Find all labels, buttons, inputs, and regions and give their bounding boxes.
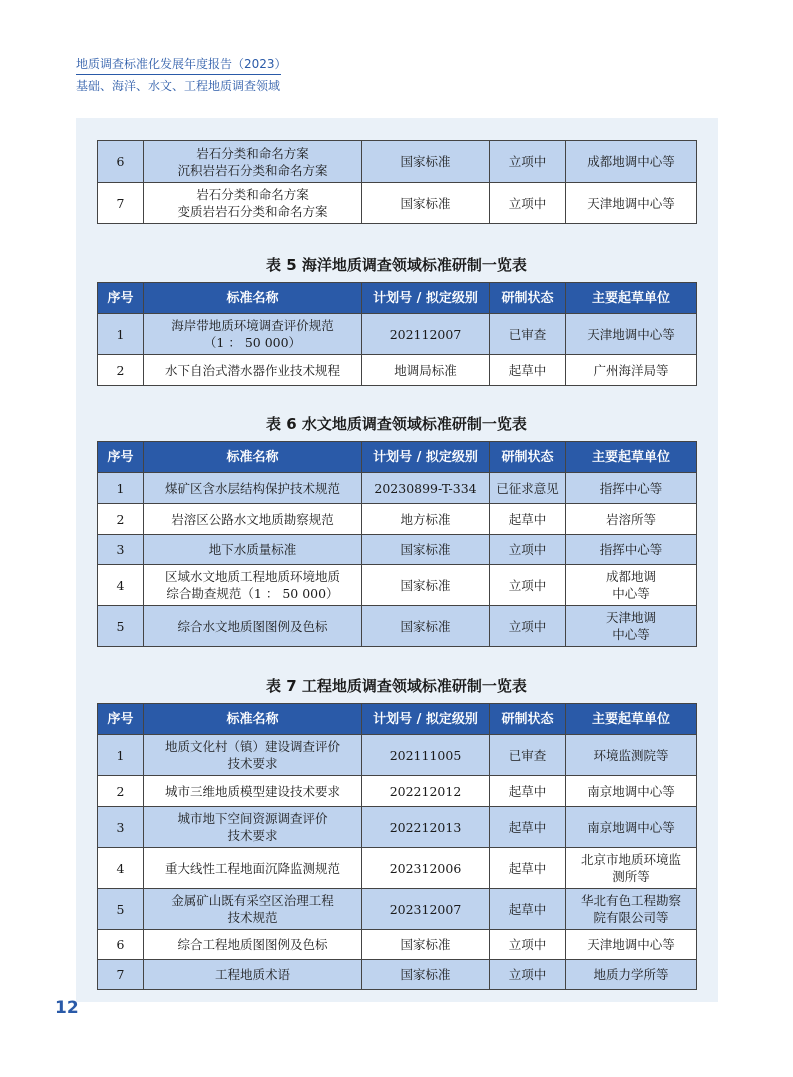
page-number: 12 [55, 998, 79, 1018]
cell-drafting-unit-line: 指挥中心等 [599, 480, 663, 496]
cell-standard-name-line: 岩溶区公路水文地质勘察规范 [171, 511, 334, 527]
cell-plan-level: 地方标准 [362, 504, 490, 535]
column-header: 研制状态 [490, 704, 566, 735]
table-row [98, 473, 697, 504]
cell-plan-level: 202111005 [362, 735, 490, 776]
cell-standard-name [144, 314, 362, 355]
column-header: 主要起草单位 [566, 442, 697, 473]
cell-status: 起草中 [490, 504, 566, 535]
table-5-caption: 表 5 海洋地质调查领域标准研制一览表 [266, 256, 527, 274]
table-header-row [98, 442, 697, 473]
report-title: 地质调查标准化发展年度报告（2023） [76, 57, 287, 71]
cell-drafting-unit [566, 535, 697, 565]
table-row [98, 355, 697, 386]
cell-drafting-unit-line: 北京市地质环境监 [580, 852, 681, 867]
cell-drafting-unit-line: 南京地调中心等 [587, 819, 675, 835]
cell-standard-name-line: 金属矿山既有采空区治理工程 [171, 893, 334, 908]
cell-standard-name-line: 水下自治式潜水器作业技术规程 [164, 362, 340, 378]
cell-number: 2 [98, 504, 144, 535]
cell-standard-name-line: 煤矿区含水层结构保护技术规范 [164, 480, 340, 496]
cell-plan-level: 202212013 [362, 807, 490, 848]
cell-drafting-unit-line: 天津地调中心等 [587, 326, 675, 342]
column-header: 主要起草单位 [566, 283, 697, 314]
cell-drafting-unit-line: 天津地调 [605, 610, 656, 625]
cell-drafting-unit [566, 848, 697, 889]
cell-standard-name [144, 807, 362, 848]
cell-drafting-unit-line: 院有限公司等 [593, 910, 669, 925]
cell-standard-name-line: 工程地质术语 [214, 967, 290, 982]
cell-number: 1 [98, 314, 144, 355]
cell-standard-name-line: 沉积岩岩石分类和命名方案 [177, 162, 328, 178]
cell-standard-name-line: 区域水文地质工程地质环境地质 [164, 569, 340, 584]
cell-status: 已征求意见 [490, 473, 566, 504]
cell-standard-name-line: 城市三维地质模型建设技术要求 [164, 783, 340, 799]
cell-status: 立项中 [490, 141, 566, 183]
cell-standard-name [144, 183, 362, 224]
cell-standard-name-line: 岩石分类和命名方案 [196, 145, 309, 161]
cell-number: 1 [98, 473, 144, 504]
table-row [98, 889, 697, 930]
cell-drafting-unit-line: 中心等 [612, 586, 650, 601]
table-row [98, 535, 697, 565]
column-header: 计划号 / 拟定级别 [362, 442, 490, 473]
cell-drafting-unit-line: 天津地调中心等 [587, 195, 675, 211]
cell-drafting-unit-line: 中心等 [612, 627, 650, 642]
column-header: 研制状态 [490, 283, 566, 314]
cell-drafting-unit [566, 960, 697, 990]
cell-drafting-unit-line: 南京地调中心等 [587, 783, 675, 799]
table-header-row [98, 704, 697, 735]
cell-number: 1 [98, 735, 144, 776]
cell-drafting-unit [566, 355, 697, 386]
table-header-row [98, 283, 697, 314]
cell-drafting-unit-line: 广州海洋局等 [593, 362, 669, 378]
column-header: 计划号 / 拟定级别 [362, 704, 490, 735]
cell-drafting-unit [566, 930, 697, 960]
cell-number: 6 [98, 141, 144, 183]
column-header: 标准名称 [144, 704, 362, 735]
cell-status: 立项中 [490, 960, 566, 990]
cell-standard-name [144, 141, 362, 183]
table-row [98, 776, 697, 807]
table-row [98, 848, 697, 889]
cell-drafting-unit [566, 735, 697, 776]
cell-plan-level: 国家标准 [362, 930, 490, 960]
cell-standard-name [144, 889, 362, 930]
cell-number: 7 [98, 960, 144, 990]
cell-standard-name [144, 776, 362, 807]
table-row [98, 735, 697, 776]
cell-standard-name [144, 930, 362, 960]
cell-number: 7 [98, 183, 144, 224]
cell-drafting-unit [566, 565, 697, 606]
cell-plan-level: 国家标准 [362, 183, 490, 224]
table-6 [97, 441, 697, 647]
cell-status: 立项中 [490, 183, 566, 224]
cell-standard-name-line: 地下水质量标准 [208, 542, 297, 557]
cell-plan-level: 202312007 [362, 889, 490, 930]
cell-number: 6 [98, 930, 144, 960]
cell-standard-name [144, 355, 362, 386]
cell-plan-level: 国家标准 [362, 141, 490, 183]
cell-number: 4 [98, 565, 144, 606]
table-5 [97, 282, 697, 386]
cell-status: 起草中 [490, 776, 566, 807]
cell-standard-name-line: 地质文化村（镇）建设调查评价 [164, 739, 340, 754]
table-row [98, 606, 697, 647]
cell-number: 2 [98, 776, 144, 807]
cell-drafting-unit-line: 环境监测院等 [593, 747, 669, 763]
cell-plan-level: 20230899-T-334 [362, 473, 490, 504]
cell-plan-level: 202112007 [362, 314, 490, 355]
table-row [98, 565, 697, 606]
cell-plan-level: 国家标准 [362, 606, 490, 647]
cell-number: 5 [98, 889, 144, 930]
column-header: 序号 [98, 704, 144, 735]
cell-number: 2 [98, 355, 144, 386]
table-row [98, 960, 697, 990]
header-rule [76, 74, 281, 75]
cell-plan-level: 国家标准 [362, 535, 490, 565]
cell-status: 起草中 [490, 889, 566, 930]
cell-standard-name-line: 变质岩岩石分类和命名方案 [177, 204, 328, 219]
cell-drafting-unit [566, 183, 697, 224]
cell-drafting-unit [566, 807, 697, 848]
table-6-caption: 表 6 水文地质调查领域标准研制一览表 [266, 415, 527, 433]
cell-standard-name-line: 技术要求 [227, 756, 278, 771]
cell-plan-level: 202212012 [362, 776, 490, 807]
cell-standard-name [144, 473, 362, 504]
cell-drafting-unit [566, 141, 697, 183]
table-row [98, 141, 697, 183]
table-row [98, 314, 697, 355]
cell-standard-name [144, 504, 362, 535]
cell-status: 立项中 [490, 930, 566, 960]
cell-standard-name-line: 技术要求 [227, 828, 278, 843]
cell-standard-name-line: （1 ： 50 000） [203, 335, 302, 350]
cell-drafting-unit-line: 成都地调 [605, 569, 656, 584]
cell-drafting-unit [566, 473, 697, 504]
column-header: 计划号 / 拟定级别 [362, 283, 490, 314]
cell-standard-name-line: 岩石分类和命名方案 [196, 187, 309, 202]
cell-number: 3 [98, 535, 144, 565]
cell-standard-name-line: 重大线性工程地面沉降监测规范 [164, 860, 340, 876]
cell-drafting-unit-line: 指挥中心等 [599, 542, 663, 557]
table-row [98, 930, 697, 960]
column-header: 序号 [98, 442, 144, 473]
cell-status: 立项中 [490, 565, 566, 606]
cell-plan-level: 地调局标准 [362, 355, 490, 386]
cell-drafting-unit-line: 天津地调中心等 [587, 937, 675, 952]
cell-standard-name [144, 960, 362, 990]
cell-standard-name [144, 565, 362, 606]
cell-plan-level: 国家标准 [362, 960, 490, 990]
column-header: 研制状态 [490, 442, 566, 473]
cell-drafting-unit [566, 606, 697, 647]
column-header: 标准名称 [144, 283, 362, 314]
cell-drafting-unit [566, 504, 697, 535]
cell-standard-name-line: 综合工程地质图图例及色标 [177, 937, 328, 952]
cell-status: 起草中 [490, 807, 566, 848]
cell-status: 起草中 [490, 848, 566, 889]
table-row [98, 807, 697, 848]
cell-status: 立项中 [490, 606, 566, 647]
cell-drafting-unit-line: 岩溶所等 [605, 511, 656, 527]
cell-standard-name-line: 综合勘查规范（1 ： 50 000） [166, 586, 339, 601]
cell-drafting-unit-line: 华北有色工程勘察 [580, 893, 681, 908]
table-7-caption: 表 7 工程地质调查领域标准研制一览表 [266, 677, 527, 695]
cell-standard-name-line: 技术规范 [227, 910, 278, 925]
cell-standard-name [144, 848, 362, 889]
cell-plan-level: 202312006 [362, 848, 490, 889]
cell-drafting-unit-line: 测所等 [612, 869, 650, 884]
cell-standard-name [144, 535, 362, 565]
cell-standard-name [144, 606, 362, 647]
cell-standard-name-line: 城市地下空间资源调查评价 [177, 811, 328, 826]
cell-number: 5 [98, 606, 144, 647]
table-row [98, 183, 697, 224]
cell-drafting-unit [566, 776, 697, 807]
cell-drafting-unit [566, 889, 697, 930]
cell-standard-name-line: 海岸带地质环境调查评价规范 [171, 318, 334, 333]
cell-plan-level: 国家标准 [362, 565, 490, 606]
cell-drafting-unit-line: 成都地调中心等 [587, 154, 675, 169]
cell-standard-name [144, 735, 362, 776]
cell-number: 3 [98, 807, 144, 848]
table-4-continued [97, 140, 697, 224]
cell-status: 起草中 [490, 355, 566, 386]
table-row [98, 504, 697, 535]
cell-standard-name-line: 综合水文地质图图例及色标 [177, 618, 328, 634]
column-header: 序号 [98, 283, 144, 314]
cell-status: 立项中 [490, 535, 566, 565]
cell-drafting-unit [566, 314, 697, 355]
cell-drafting-unit-line: 地质力学所等 [593, 967, 669, 982]
column-header: 标准名称 [144, 442, 362, 473]
table-7 [97, 703, 697, 990]
cell-status: 已审查 [490, 735, 566, 776]
cell-status: 已审查 [490, 314, 566, 355]
cell-number: 4 [98, 848, 144, 889]
report-subtitle: 基础、海洋、水文、工程地质调查领域 [76, 79, 281, 93]
column-header: 主要起草单位 [566, 704, 697, 735]
running-header [76, 55, 287, 95]
